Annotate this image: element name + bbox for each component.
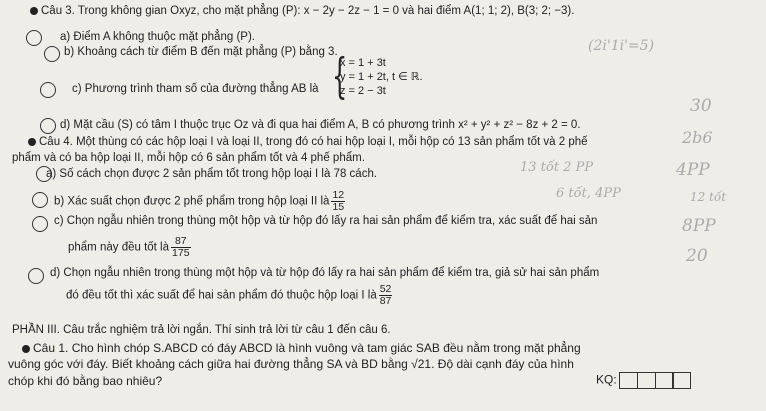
answer-box[interactable]: [672, 372, 691, 389]
fraction-d: [379, 284, 393, 307]
fraction-den: 15: [332, 201, 345, 213]
handwritten-note: 12 tốt: [690, 190, 727, 204]
fraction-c: [171, 236, 191, 259]
q4-option-c-cont: [68, 236, 193, 259]
q4-text-2: phẩm và có ba hộp loại II, mỗi hộp có 6 sản phẩm tốt và 4 phế phẩm.: [12, 152, 365, 164]
part3-title: [12, 323, 391, 337]
q3-header: [30, 4, 574, 18]
handwritten-note: 20: [686, 246, 708, 266]
part3-title-text: PHẦN III. Câu trắc nghiệm trả lời ngắn. Thí sinh trả lời từ câu 1 đến câu 6.: [12, 324, 391, 336]
option-circle-icon: [28, 268, 44, 284]
part3-q1-line3: [8, 374, 162, 388]
q3-option-c: [72, 82, 319, 96]
system-brace: {: [332, 48, 348, 104]
answer-boxes[interactable]: [621, 372, 692, 389]
q4-header: [28, 135, 588, 149]
q4-text: Câu 4. Một thùng có các hộp loại I và loại II, trong đó có hai hộp loại I, mỗi hộp có 13 sản phẩm tốt và 2 phế: [39, 136, 588, 148]
handwritten-note: 2b6: [682, 128, 713, 147]
answer-box[interactable]: [637, 372, 656, 389]
q4-option-d: [50, 266, 599, 280]
param-system: [340, 56, 423, 98]
q4-option-b: [54, 190, 347, 213]
q4-c-text-2: phẩm này đều tốt là: [68, 241, 170, 254]
fraction-b: [331, 190, 345, 213]
answer-field: [596, 372, 691, 389]
bullet-icon: [28, 138, 36, 146]
q4-option-c: [54, 214, 597, 228]
option-circle-icon: [26, 30, 42, 46]
q4-option-a: [46, 167, 377, 181]
q4-c-text: c) Chọn ngẫu nhiên trong thùng một hộp và từ hộp đó lấy ra hai sản phẩm để kiểm tra, xác suất để hai sản: [54, 215, 598, 227]
handwritten-note: 6 tốt, 4PP: [556, 186, 621, 201]
kq-label: KQ:: [596, 372, 617, 387]
system-line-2: y = 1 + 2t, t ∈ ℝ.: [340, 71, 423, 83]
handwritten-note: (2i'1i'=5): [588, 38, 655, 54]
option-circle-icon: [44, 46, 60, 62]
fraction-den: 175: [172, 247, 190, 259]
q3-c-text: c) Phương trình tham số của đường thẳng AB là: [72, 83, 319, 95]
q3-option-a: [60, 30, 255, 44]
q4-header-cont: [12, 151, 365, 165]
q3-text: Câu 3. Trong không gian Oxyz, cho mặt phẳng (P): x − 2y − 2z − 1 = 0 và hai điểm A(1; 1; 2), B(3; 2; −3).: [41, 5, 575, 17]
system-line-1: x = 1 + 3t: [340, 57, 386, 69]
fraction-den: 87: [379, 295, 392, 307]
q3-a-text: a) Điểm A không thuộc mặt phẳng (P).: [60, 31, 255, 43]
q3-d-text: d) Mặt cầu (S) có tâm I thuộc trục Oz và đi qua hai điểm A, B có phương trình x² + y² + z² − 8z + 2 = 0.: [60, 119, 581, 131]
part3-q1-line1: [22, 341, 581, 355]
bullet-icon: [30, 7, 38, 15]
q4-b-text: b) Xác suất chọn được 2 phế phẩm trong hộp loại II là: [54, 195, 330, 208]
part3-q1-text: Câu 1. Cho hình chóp S.ABCD có đáy ABCD là hình vuông và tam giác SAB đều nằm trong mặt phẳng: [33, 341, 581, 355]
option-circle-icon: [32, 216, 48, 232]
fraction-num: 52: [379, 283, 392, 295]
system-line-3: z = 2 − 3t: [340, 85, 386, 97]
bullet-icon: [22, 345, 30, 353]
q4-d-text: d) Chọn ngẫu nhiên trong thùng một hộp và từ hộp đó lấy ra hai sản phẩm để kiểm tra, giả sử hai sản phẩm: [50, 267, 600, 279]
handwritten-note: 8PP: [682, 216, 716, 236]
answer-box[interactable]: [655, 372, 674, 389]
part3-q1-line2: [8, 357, 574, 371]
q3-option-b: [64, 45, 338, 59]
option-circle-icon: [32, 192, 48, 208]
answer-box[interactable]: [619, 372, 638, 389]
q4-a-text: a) Số cách chọn được 2 sản phẩm tốt trong hộp loại I là 78 cách.: [46, 168, 378, 180]
part3-q1-text-3: chóp khi đó bằng bao nhiêu?: [8, 374, 163, 388]
part3-q1-text-2: vuông góc với đáy. Biết khoảng cách giữa hai đường thẳng SA và BD bằng √21. Độ dài cạnh đáy của hình: [8, 357, 574, 371]
handwritten-note: 4PP: [676, 160, 710, 180]
handwritten-note: 30: [690, 96, 712, 116]
q3-b-text: b) Khoảng cách từ điểm B đến mặt phẳng (P) bằng 3.: [64, 46, 338, 58]
q4-option-d-cont: [66, 284, 394, 307]
fraction-num: 12: [332, 189, 345, 201]
handwritten-note: 13 tốt 2 PP: [520, 160, 594, 175]
q4-d-text-2: đó đều tốt thì xác suất để hai sản phẩm đó thuộc hộp loại I là: [66, 289, 377, 302]
option-circle-icon: [40, 82, 56, 98]
fraction-num: 87: [171, 236, 191, 248]
q3-option-d: [60, 118, 581, 132]
option-circle-icon: [40, 118, 56, 134]
